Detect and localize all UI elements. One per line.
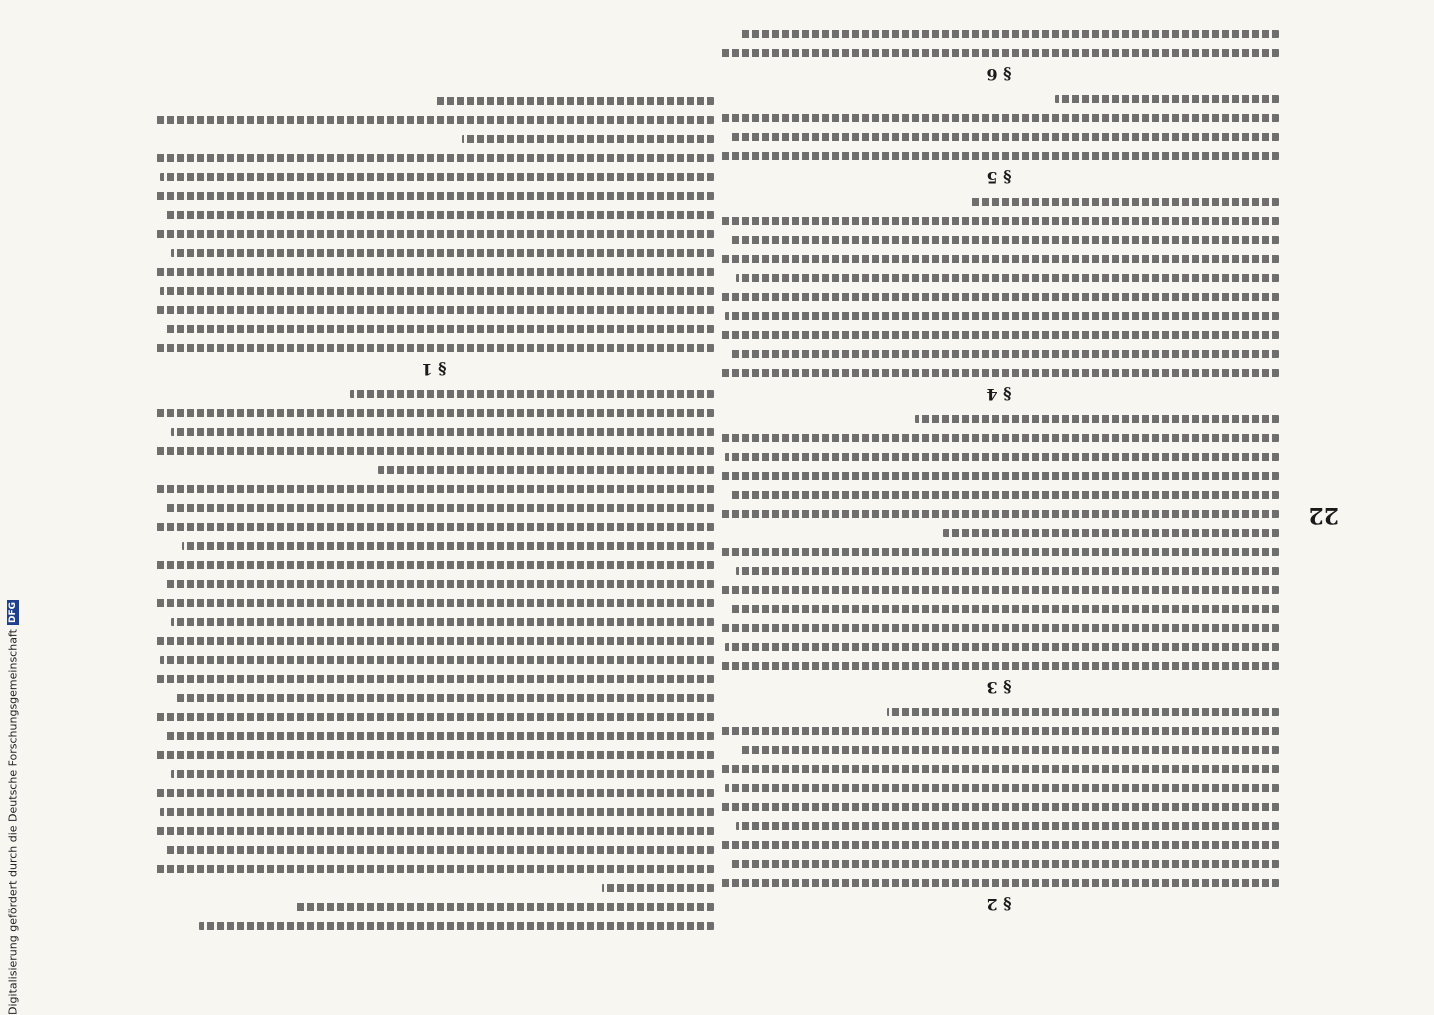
digitization-credit	[2, 600, 24, 1015]
dfg-logo: DFG	[8, 602, 18, 624]
paragraph	[154, 97, 714, 352]
column-right	[154, 86, 714, 930]
paragraph	[719, 415, 1279, 670]
paragraph	[154, 390, 714, 930]
section-heading-5: § 5	[986, 168, 1012, 187]
page-number: 22	[1308, 502, 1339, 528]
section-heading-4: § 4	[986, 385, 1012, 404]
column-left	[719, 19, 1279, 920]
section-heading-3: § 3	[986, 678, 1012, 697]
credit-text: Digitalisierung gefördert durch die Deutsche Forschungsgemeinschaft	[6, 629, 20, 1015]
section-heading-1: § 1	[421, 360, 447, 379]
paragraph	[719, 198, 1279, 377]
section-heading-2: § 2	[986, 895, 1012, 914]
paragraph	[719, 708, 1279, 887]
paragraph	[719, 30, 1279, 57]
section-heading-6: § 6	[986, 65, 1012, 84]
paragraph	[719, 95, 1279, 160]
